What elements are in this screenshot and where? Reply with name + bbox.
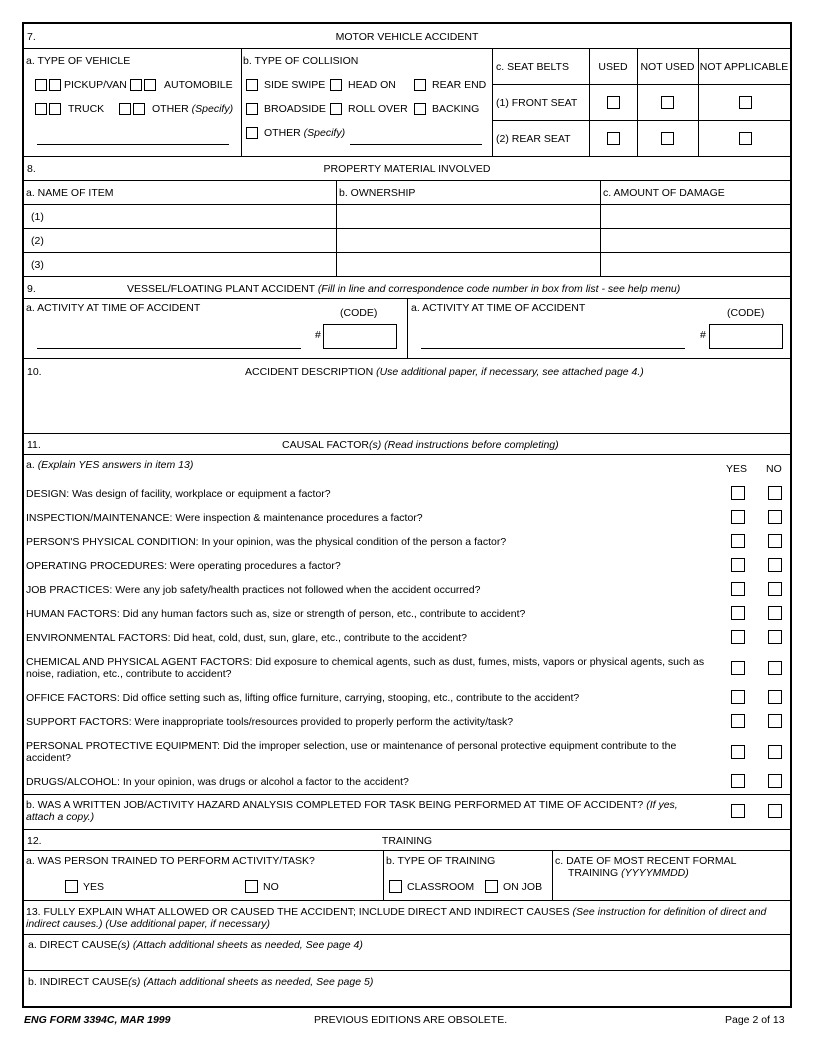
question-ppe: PERSONAL PROTECTIVE EQUIPMENT: Did the improper selection, use or maintenance of personal protective equipment contribute to the accident? xyxy=(26,740,677,764)
support-yes-checkbox[interactable] xyxy=(731,714,745,728)
section9-number: 9. xyxy=(27,283,36,295)
section12-title: TRAINING xyxy=(381,835,433,847)
code-box-right[interactable] xyxy=(709,324,783,349)
trained-yes-checkbox[interactable] xyxy=(65,880,78,893)
used-header: USED xyxy=(598,61,628,73)
section8-number: 8. xyxy=(27,163,36,175)
question-drugs-alcohol: DRUGS/ALCOHOL: In your opinion, was drugs or alcohol a factor to the accident? xyxy=(26,776,409,788)
section11-a-label: a. (Explain YES answers in item 13) xyxy=(26,459,194,471)
hazard-analysis-yes-checkbox[interactable] xyxy=(731,804,745,818)
automobile-label: AUTOMOBILE xyxy=(164,79,233,91)
hazard-analysis-no-checkbox[interactable] xyxy=(768,804,782,818)
section10-number: 10. xyxy=(27,366,42,378)
rear-seat-not-used-checkbox[interactable] xyxy=(661,132,674,145)
office-yes-checkbox[interactable] xyxy=(731,690,745,704)
drugs-no-checkbox[interactable] xyxy=(768,774,782,788)
other-vehicle-specify-line[interactable] xyxy=(37,144,229,145)
question-inspection: INSPECTION/MAINTENANCE: Were inspection & maintenance procedures a factor? xyxy=(26,512,423,524)
chemical-yes-checkbox[interactable] xyxy=(731,661,745,675)
design-no-checkbox[interactable] xyxy=(768,486,782,500)
question-job-practices: JOB PRACTICES: Were any job safety/health practices not followed when the accident occurred? xyxy=(26,584,481,596)
other-collision-checkbox[interactable] xyxy=(246,127,258,139)
activity-label-left: a. ACTIVITY AT TIME OF ACCIDENT xyxy=(26,302,201,314)
other-vehicle-checkbox-1[interactable] xyxy=(119,103,131,115)
section7-number: 7. xyxy=(27,31,36,43)
ownership-header: b. OWNERSHIP xyxy=(339,187,416,199)
broadside-label: BROADSIDE xyxy=(264,103,326,115)
job-practices-yes-checkbox[interactable] xyxy=(731,582,745,596)
human-no-checkbox[interactable] xyxy=(768,606,782,620)
pickup-van-checkbox-1[interactable] xyxy=(35,79,47,91)
truck-checkbox-2[interactable] xyxy=(49,103,61,115)
front-seat-na-checkbox[interactable] xyxy=(739,96,752,109)
question-chemical-physical: CHEMICAL AND PHYSICAL AGENT FACTORS: Did exposure to chemical agents, such as dust, fumes, mists, vapors or physical agents, such as noise, radiation, etc., contribute to accident? xyxy=(26,656,705,680)
property-row-3-label: (3) xyxy=(31,259,44,271)
other-vehicle-label: OTHER (Specify) xyxy=(152,103,234,115)
operating-no-checkbox[interactable] xyxy=(768,558,782,572)
human-yes-checkbox[interactable] xyxy=(731,606,745,620)
not-used-header: NOT USED xyxy=(640,61,695,73)
side-swipe-checkbox[interactable] xyxy=(246,79,258,91)
property-row-1-label: (1) xyxy=(31,211,44,223)
ppe-no-checkbox[interactable] xyxy=(768,745,782,759)
front-seat-used-checkbox[interactable] xyxy=(607,96,620,109)
damage-header: c. AMOUNT OF DAMAGE xyxy=(603,187,725,199)
automobile-checkbox-1[interactable] xyxy=(130,79,142,91)
rear-end-checkbox[interactable] xyxy=(414,79,426,91)
inspection-no-checkbox[interactable] xyxy=(768,510,782,524)
section13-title: 13. FULLY EXPLAIN WHAT ALLOWED OR CAUSED THE ACCIDENT; INCLUDE DIRECT AND INDIRECT CAUSES (See instruction for definition of direct and indirect causes.) (Use additional paper, if necessary) xyxy=(26,906,767,930)
activity-label-right: a. ACTIVITY AT TIME OF ACCIDENT xyxy=(411,302,586,314)
yes-header: YES xyxy=(726,463,748,475)
rear-seat-used-checkbox[interactable] xyxy=(607,132,620,145)
training-date-label: c. DATE OF MOST RECENT FORMAL xyxy=(555,855,737,867)
ppe-yes-checkbox[interactable] xyxy=(731,745,745,759)
form-id: ENG FORM 3394C, MAR 1999 xyxy=(24,1014,171,1026)
pickup-van-label: PICKUP/VAN xyxy=(64,79,127,91)
section9-title: VESSEL/FLOATING PLANT ACCIDENT (Fill in line and correspondence code number in box from list - see help menu) xyxy=(127,283,681,295)
seat-belts-label: c. SEAT BELTS xyxy=(496,61,569,73)
question-design: DESIGN: Was design of facility, workplace or equipment a factor? xyxy=(26,488,331,500)
design-yes-checkbox[interactable] xyxy=(731,486,745,500)
activity-line-right[interactable] xyxy=(421,348,685,349)
environmental-no-checkbox[interactable] xyxy=(768,630,782,644)
head-on-label: HEAD ON xyxy=(348,79,396,91)
environmental-yes-checkbox[interactable] xyxy=(731,630,745,644)
on-job-checkbox[interactable] xyxy=(485,880,498,893)
head-on-checkbox[interactable] xyxy=(330,79,342,91)
on-job-label: ON JOB xyxy=(503,881,543,893)
classroom-label: CLASSROOM xyxy=(407,881,475,893)
section12-number: 12. xyxy=(27,835,42,847)
trained-yes-label: YES xyxy=(83,881,105,893)
section11-number: 11. xyxy=(27,439,41,451)
indirect-cause-label: b. INDIRECT CAUSE(s) (Attach additional sheets as needed, See page 5) xyxy=(28,976,374,988)
trained-no-label: NO xyxy=(263,881,279,893)
hazard-analysis-question: b. WAS A WRITTEN JOB/ACTIVITY HAZARD ANALYSIS COMPLETED FOR TASK BEING PERFORMED AT TIME OF ACCIDENT? (If yes, attach a copy.) xyxy=(26,799,678,823)
form-page xyxy=(22,22,792,1008)
page-number: Page 2 of 13 xyxy=(725,1014,785,1026)
property-row-2-label: (2) xyxy=(31,235,44,247)
rear-end-label: REAR END xyxy=(432,79,487,91)
question-operating-procedures: OPERATING PROCEDURES: Were operating procedures a factor? xyxy=(26,560,341,572)
broadside-checkbox[interactable] xyxy=(246,103,258,115)
question-environmental: ENVIRONMENTAL FACTORS: Did heat, cold, dust, sun, glare, etc., contribute to the accident? xyxy=(26,632,467,644)
question-support: SUPPORT FACTORS: Were inappropriate tools/resources provided to properly perform the activity/task? xyxy=(26,716,514,728)
training-type-label: b. TYPE OF TRAINING xyxy=(386,855,496,867)
inspection-yes-checkbox[interactable] xyxy=(731,510,745,524)
other-collision-specify-line[interactable] xyxy=(350,144,482,145)
classroom-checkbox[interactable] xyxy=(389,880,402,893)
other-vehicle-checkbox-2[interactable] xyxy=(133,103,145,115)
operating-yes-checkbox[interactable] xyxy=(731,558,745,572)
direct-cause-label: a. DIRECT CAUSE(s) (Attach additional sheets as needed, See page 4) xyxy=(28,939,363,951)
office-no-checkbox[interactable] xyxy=(768,690,782,704)
chemical-no-checkbox[interactable] xyxy=(768,661,782,675)
code-label-left: (CODE) xyxy=(340,307,378,319)
front-seat-not-used-checkbox[interactable] xyxy=(661,96,674,109)
trained-no-checkbox[interactable] xyxy=(245,880,258,893)
physical-yes-checkbox[interactable] xyxy=(731,534,745,548)
vehicle-type-label: a. TYPE OF VEHICLE xyxy=(26,55,131,67)
section7-title: MOTOR VEHICLE ACCIDENT xyxy=(335,31,479,43)
job-practices-no-checkbox[interactable] xyxy=(768,582,782,596)
side-swipe-label: SIDE SWIPE xyxy=(264,79,326,91)
support-no-checkbox[interactable] xyxy=(768,714,782,728)
rear-seat-label: (2) REAR SEAT xyxy=(496,133,571,145)
question-office: OFFICE FACTORS: Did office setting such as, lifting office furniture, carrying, stooping, etc., contribute to the accident? xyxy=(26,692,580,704)
roll-over-label: ROLL OVER xyxy=(348,103,408,115)
activity-line-left[interactable] xyxy=(37,348,301,349)
roll-over-checkbox[interactable] xyxy=(330,103,342,115)
accident-description-area[interactable] xyxy=(24,380,790,432)
physical-no-checkbox[interactable] xyxy=(768,534,782,548)
not-applicable-header: NOT APPLICABLE xyxy=(699,61,789,73)
question-human-factors: HUMAN FACTORS: Did any human factors such as, size or strength of person, etc., contribute to accident? xyxy=(26,608,526,620)
code-label-right: (CODE) xyxy=(727,307,765,319)
hash-left: # xyxy=(315,329,321,341)
front-seat-label: (1) FRONT SEAT xyxy=(496,97,578,109)
hash-right: # xyxy=(700,329,706,341)
no-header: NO xyxy=(766,463,782,475)
section10-title: ACCIDENT DESCRIPTION (Use additional paper, if necessary, see attached page 4.) xyxy=(245,366,644,378)
section11-title: CAUSAL FACTOR(s) (Read instructions before completing) xyxy=(282,439,559,451)
section8-title: PROPERTY MATERIAL INVOLVED xyxy=(323,163,491,175)
trained-question: a. WAS PERSON TRAINED TO PERFORM ACTIVITY/TASK? xyxy=(26,855,315,867)
automobile-checkbox-2[interactable] xyxy=(144,79,156,91)
truck-checkbox-1[interactable] xyxy=(35,103,47,115)
truck-label: TRUCK xyxy=(68,103,105,115)
backing-label: BACKING xyxy=(432,103,480,115)
backing-checkbox[interactable] xyxy=(414,103,426,115)
collision-type-label: b. TYPE OF COLLISION xyxy=(243,55,359,67)
training-date-label-2: TRAINING (YYYYMMDD) xyxy=(568,867,689,879)
other-collision-label: OTHER (Specify) xyxy=(264,127,346,139)
rear-seat-na-checkbox[interactable] xyxy=(739,132,752,145)
drugs-yes-checkbox[interactable] xyxy=(731,774,745,788)
obsolete-notice: PREVIOUS EDITIONS ARE OBSOLETE. xyxy=(314,1014,508,1026)
code-box-left[interactable] xyxy=(323,324,397,349)
question-physical-condition: PERSON'S PHYSICAL CONDITION: In your opinion, was the physical condition of the person a factor? xyxy=(26,536,507,548)
item-name-header: a. NAME OF ITEM xyxy=(26,187,114,199)
pickup-van-checkbox-2[interactable] xyxy=(49,79,61,91)
